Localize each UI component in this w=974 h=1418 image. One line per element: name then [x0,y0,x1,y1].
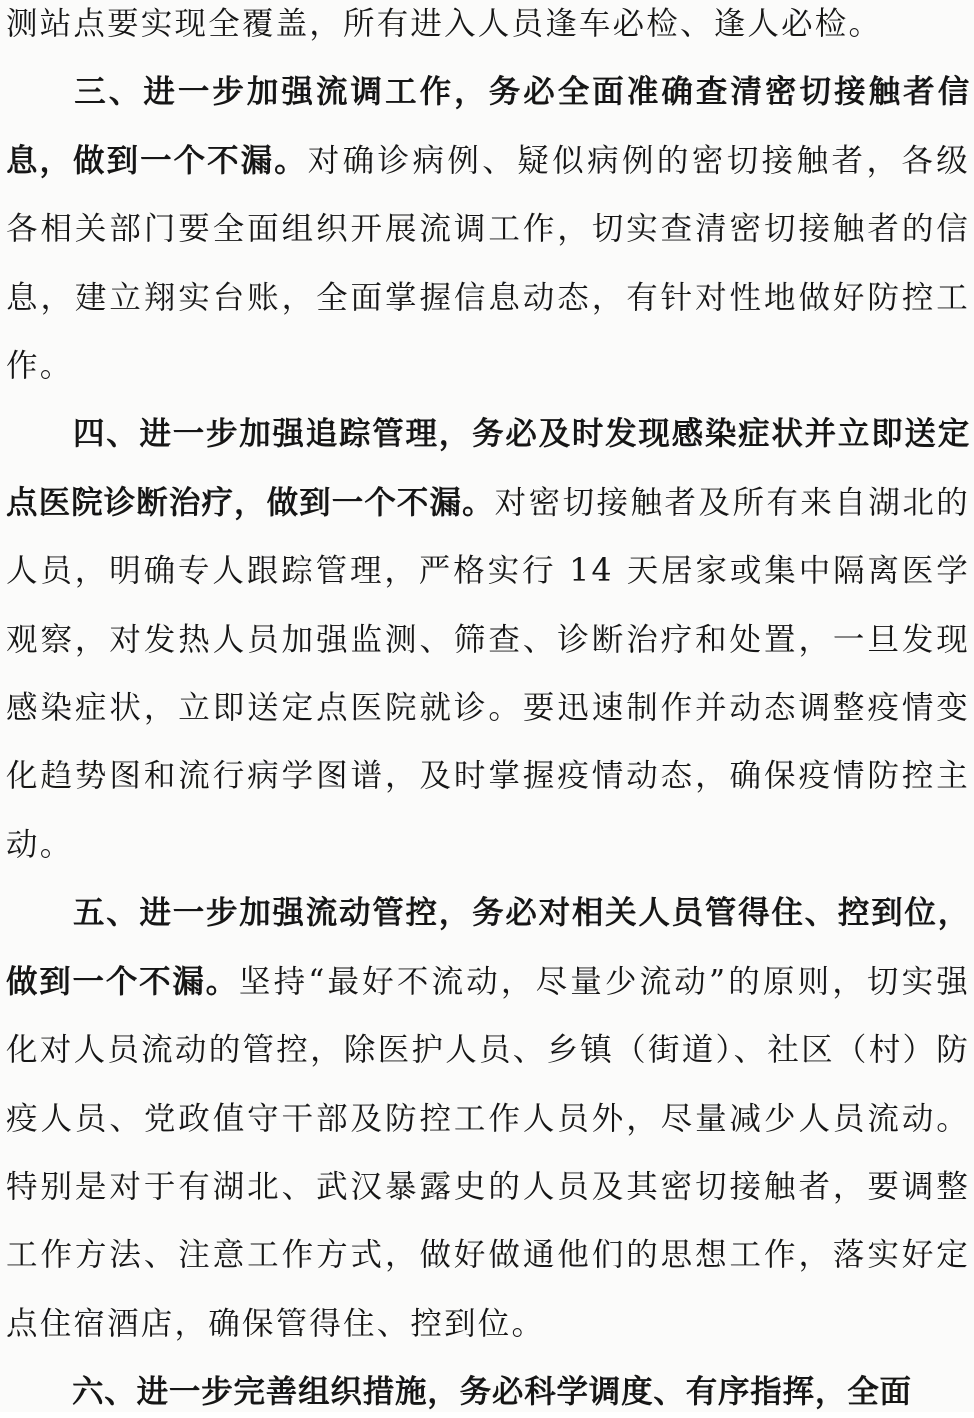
paragraph-five [0,879,974,1358]
paragraph-body: 对密切接触者及所有来自湖北的人员，明确专人跟踪管理，严格实行 14 天居家或集中隔离医学观察，对发热人员加强监测、筛查、诊断治疗和处置，一旦发现感染症状，立即送定点医院就诊。要迅速制作并动态调整疫情变化趋势图和流行病学图谱，及时掌握疫情动态，确保疫情防控主动。 [6,484,970,863]
paragraph-six [0,1358,974,1418]
paragraph-heading: 四、进一步加强追踪管理，务必及时发现感染症状并立即送定点医院诊断治疗，做到一个不漏。 [6,416,970,521]
paragraph-three [0,58,974,400]
paragraph-heading: 三、进一步加强流调工作，务必全面准确查清密切接触者信息，做到一个不漏。 [6,74,970,179]
paragraph-continuation [0,0,974,58]
paragraph-body: 对确诊病例、疑似病例的密切接触者，各级各相关部门要全面组织开展流调工作，切实查清密切接触者的信息，建立翔实台账，全面掌握信息动态，有针对性地做好防控工作。 [6,142,970,385]
paragraph-heading: 六、进一步完善组织措施，务必科学调度、有序指挥，全面 [72,1374,912,1411]
paragraph-heading: 五、进一步加强流动管控，务必对相关人员管得住、控到位，做到一个不漏。 [6,895,970,1000]
paragraph-four [0,400,974,879]
paragraph-body: 坚持“最好不流动，尽量少流动”的原则，切实强化对人员流动的管控，除医护人员、乡镇（街道）、社区（村）防疫人员、党政值守干部及防控工作人员外，尽量减少人员流动。特别是对于有湖北、武汉暴露史的人员及其密切接触者，要调整工作方法、注意工作方式，做好做通他们的思想工作，落实好定点住宿酒店，确保管得住、控到位。 [6,963,970,1342]
paragraph-body: 测站点要实现全覆盖，所有进入人员逢车必检、逢人必检。 [6,6,883,42]
